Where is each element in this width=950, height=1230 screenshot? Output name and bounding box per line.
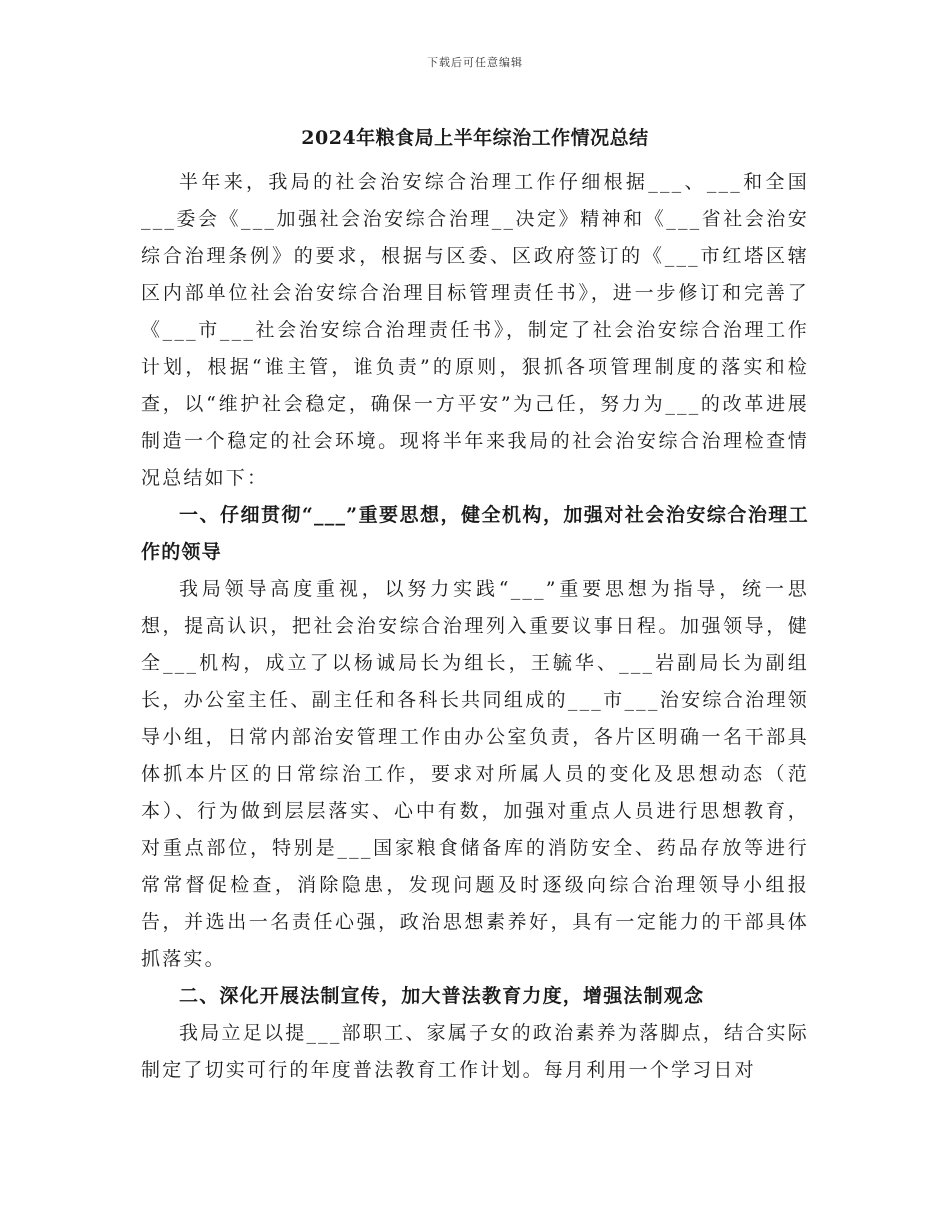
section-1-paragraph: 我局领导高度重视，以努力实践“___”重要思想为指导，统一思想，提高认识，把社会治安综合治理列入重要议事日程。加强领导，健全___机构，成立了以杨诚局长为组长，王毓华、___岩副局长为副组长，办公室主任、副主任和各科长共同组成的___市___治安综合治理领导小组，日常内部治安管理工作由办公室负责，各片区明确一名干部具体抓本片区的日常综治工作，要求对所属人员的变化及思想动态（范本）、行为做到层层落实、心中有数，加强对重点人员进行思想教育，对重点部位，特别是___国家粮食储备库的消防安全、药品存放等进行常常督促检查，消除隐患，发现问题及时逐级向综合治理领导小组报告，并选出一名责任心强，政治思想素养好，具有一定能力的干部具体抓落实。 [141,578,809,970]
section-2-heading: 二、深化开展法制宣传，加大普法教育力度，增强法制观念 [179,985,705,1007]
document-title: 2024年粮食局上半年综治工作情况总结 [301,127,649,149]
section-1-heading: 一、仔细贯彻“___”重要思想，健全机构，加强对社会治安综合治理工作的领导 [141,504,809,563]
header-note: 下载后可任意编辑 [427,56,523,69]
section-2-paragraph: 我局立足以提___部职工、家属子女的政治素养为落脚点，结合实际制定了切实可行的年度普法教育工作计划。每月利用一个学习日对 [141,1022,809,1081]
intro-paragraph: 半年来，我局的社会治安综合治理工作仔细根据___、___和全国___委会《___加强社会治安综合治理__决定》精神和《___省社会治安综合治理条例》的要求，根据与区委、区政府签订的《___市红塔区辖区内部单位社会治安综合治理目标管理责任书》，进一步修订和完善了《___市___社会治安综合治理责任书》，制定了社会治安综合治理工作计划，根据“谁主管，谁负责”的原则，狠抓各项管理制度的落实和检查，以“维护社会稳定，确保一方平安”为己任，努力为___的改革进展制造一个稳定的社会环境。现将半年来我局的社会治安综合治理检查情况总结如下： [141,171,809,489]
document-body [141,118,809,1089]
